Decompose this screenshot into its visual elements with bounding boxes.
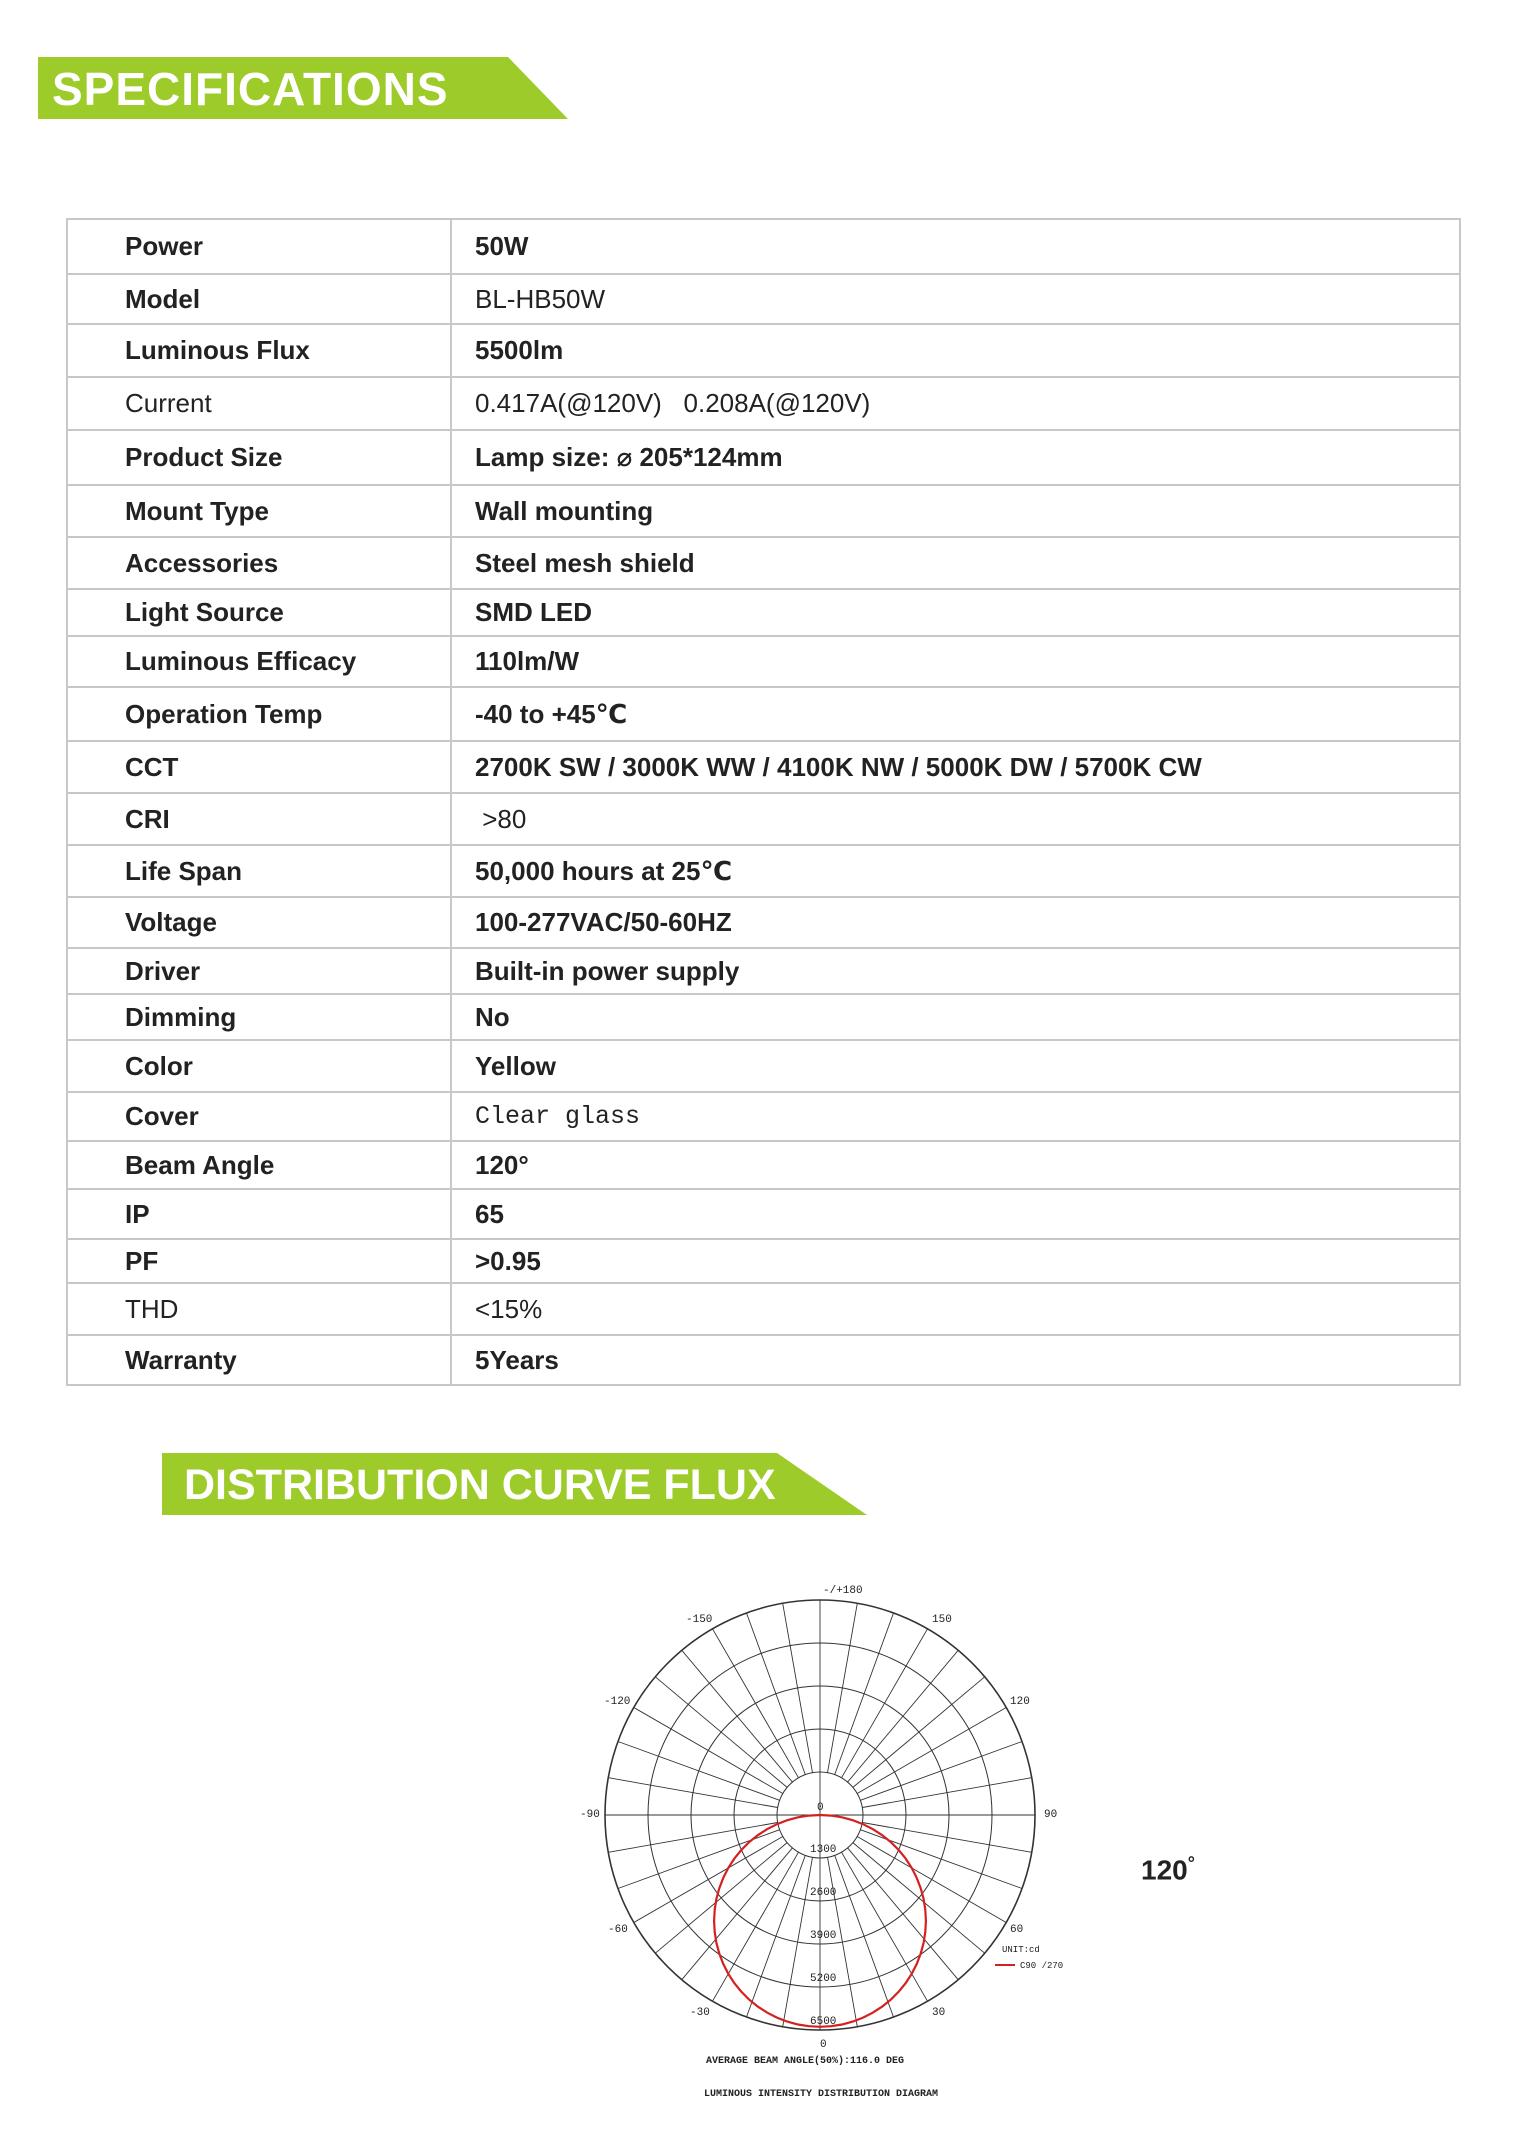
spec-value: 2700K SW / 3000K WW / 4100K NW / 5000K DW / 5700K CW — [451, 741, 1460, 793]
intensity-label: 1300 — [810, 1844, 837, 1856]
table-row — [67, 1092, 1460, 1141]
angle-label-top: -/+180 — [823, 1585, 863, 1597]
specifications-banner — [38, 57, 568, 119]
table-row — [67, 897, 1460, 948]
grid-ray — [862, 1823, 1031, 1853]
spec-label: Dimming — [67, 994, 451, 1040]
spec-value: -40 to +45℃ — [451, 687, 1460, 741]
grid-ray — [828, 1603, 858, 1772]
table-row — [67, 324, 1460, 377]
table-row — [67, 845, 1460, 897]
spec-value: 65 — [451, 1189, 1460, 1239]
specifications-title: SPECIFICATIONS — [52, 63, 449, 115]
table-row — [67, 274, 1460, 324]
angle-label-p90: 90 — [1044, 1809, 1058, 1821]
table-row — [67, 1040, 1460, 1092]
spec-label: Warranty — [67, 1335, 451, 1385]
spec-value: Steel mesh shield — [451, 537, 1460, 589]
intensity-label: 5200 — [810, 1973, 837, 1985]
spec-value: 50W — [451, 219, 1460, 274]
spec-label: Voltage — [67, 897, 451, 948]
grid-ray — [608, 1778, 777, 1808]
grid-ray — [618, 1742, 780, 1801]
legend-label: C90 /270 — [1020, 1961, 1064, 1971]
side-beam-value: 120 — [1141, 1854, 1188, 1886]
grid-ray — [857, 1837, 1006, 1923]
spec-value: 50,000 hours at 25℃ — [451, 845, 1460, 897]
spec-label: Model — [67, 274, 451, 324]
table-row — [67, 948, 1460, 994]
angle-label-p60: 60 — [1010, 1924, 1024, 1936]
grid-ray — [853, 1843, 985, 1954]
table-row — [67, 636, 1460, 687]
spec-label: Driver — [67, 948, 451, 994]
spec-value: BL-HB50W — [451, 274, 1460, 324]
grid-ray — [848, 1650, 959, 1782]
grid-ray — [848, 1848, 959, 1980]
grid-ray — [857, 1708, 1006, 1794]
center-label: 0 — [817, 1802, 824, 1814]
grid-ray — [747, 1855, 806, 2017]
grid-ray — [655, 1843, 787, 1954]
grid-ray — [828, 1857, 858, 2026]
polar-diagram — [560, 1560, 1120, 2120]
spec-label: CCT — [67, 741, 451, 793]
spec-label: Product Size — [67, 430, 451, 485]
table-row — [67, 537, 1460, 589]
spec-label: Mount Type — [67, 485, 451, 537]
diagram-caption: LUMINOUS INTENSITY DISTRIBUTION DIAGRAM — [704, 2089, 939, 2100]
table-row — [67, 1189, 1460, 1239]
angle-label-m120: -120 — [604, 1696, 631, 1708]
table-row — [67, 1239, 1460, 1283]
spec-value: Yellow — [451, 1040, 1460, 1092]
table-row — [67, 485, 1460, 537]
grid-ray — [634, 1837, 783, 1923]
spec-value: 0.417A(@120V) 0.208A(@120V) — [451, 377, 1460, 430]
spec-label: Light Source — [67, 589, 451, 636]
grid-ray — [747, 1613, 806, 1775]
grid-ray — [655, 1677, 787, 1788]
grid-ray — [682, 1848, 793, 1980]
table-row — [67, 430, 1460, 485]
grid-ray — [608, 1823, 777, 1853]
grid-ray — [713, 1629, 799, 1778]
grid-ray — [842, 1629, 928, 1778]
intensity-label: 6500 — [810, 2016, 837, 2028]
table-row — [67, 219, 1460, 274]
beam-angle-text: AVERAGE BEAM ANGLE(50%):116.0 DEG — [706, 2056, 905, 2067]
angle-label-m150: -150 — [686, 1614, 713, 1626]
side-beam-angle — [1141, 1853, 1195, 1886]
grid-ray — [783, 1603, 813, 1772]
spec-value: 5Years — [451, 1335, 1460, 1385]
polar-svg — [560, 1560, 1120, 2120]
spec-label: Current — [67, 377, 451, 430]
side-beam-degree: ° — [1187, 1853, 1195, 1873]
distribution-banner — [162, 1453, 867, 1515]
table-row — [67, 793, 1460, 845]
spec-table — [66, 218, 1461, 1386]
spec-value: SMD LED — [451, 589, 1460, 636]
grid-ray — [860, 1742, 1022, 1801]
table-row — [67, 687, 1460, 741]
spec-label: PF — [67, 1239, 451, 1283]
spec-label: Luminous Efficacy — [67, 636, 451, 687]
spec-label: Luminous Flux — [67, 324, 451, 377]
table-row — [67, 1335, 1460, 1385]
angle-label-bottom: 0 — [820, 2039, 827, 2051]
spec-value: 110lm/W — [451, 636, 1460, 687]
grid-ray — [835, 1613, 894, 1775]
angle-label-m30: -30 — [690, 2007, 710, 2019]
grid-ray — [853, 1677, 985, 1788]
spec-value: No — [451, 994, 1460, 1040]
unit-label: UNIT:cd — [1002, 1945, 1040, 1955]
angle-label-m60: -60 — [608, 1924, 628, 1936]
spec-value: Lamp size: ⌀ 205*124mm — [451, 430, 1460, 485]
spec-value: Clear glass — [451, 1092, 1460, 1141]
spec-value: Wall mounting — [451, 485, 1460, 537]
spec-label: Operation Temp — [67, 687, 451, 741]
spec-label: Color — [67, 1040, 451, 1092]
spec-label: Accessories — [67, 537, 451, 589]
spec-label: Cover — [67, 1092, 451, 1141]
spec-value: Built-in power supply — [451, 948, 1460, 994]
grid-ray — [835, 1855, 894, 2017]
spec-value: 5500lm — [451, 324, 1460, 377]
spec-label: Power — [67, 219, 451, 274]
table-row — [67, 741, 1460, 793]
angle-label-p30: 30 — [932, 2007, 946, 2019]
table-row — [67, 589, 1460, 636]
spec-label: CRI — [67, 793, 451, 845]
table-row — [67, 377, 1460, 430]
grid-ray — [862, 1778, 1031, 1808]
spec-label: Life Span — [67, 845, 451, 897]
intensity-label: 3900 — [810, 1930, 837, 1942]
grid-ray — [783, 1857, 813, 2026]
grid-ray — [682, 1650, 793, 1782]
grid-ray — [634, 1708, 783, 1794]
table-row — [67, 1283, 1460, 1335]
spec-value: >0.95 — [451, 1239, 1460, 1283]
spec-label: THD — [67, 1283, 451, 1335]
spec-value: 100-277VAC/50-60HZ — [451, 897, 1460, 948]
angle-label-p120: 120 — [1010, 1696, 1030, 1708]
intensity-label: 2600 — [810, 1887, 837, 1899]
angle-label-m90: -90 — [580, 1809, 600, 1821]
angle-label-p150: 150 — [932, 1614, 952, 1626]
spec-label: IP — [67, 1189, 451, 1239]
distribution-title: DISTRIBUTION CURVE FLUX — [184, 1461, 776, 1509]
table-row — [67, 1141, 1460, 1189]
spec-value: 120° — [451, 1141, 1460, 1189]
table-row — [67, 994, 1460, 1040]
spec-value: >80 — [451, 793, 1460, 845]
spec-label: Beam Angle — [67, 1141, 451, 1189]
spec-value: <15% — [451, 1283, 1460, 1335]
